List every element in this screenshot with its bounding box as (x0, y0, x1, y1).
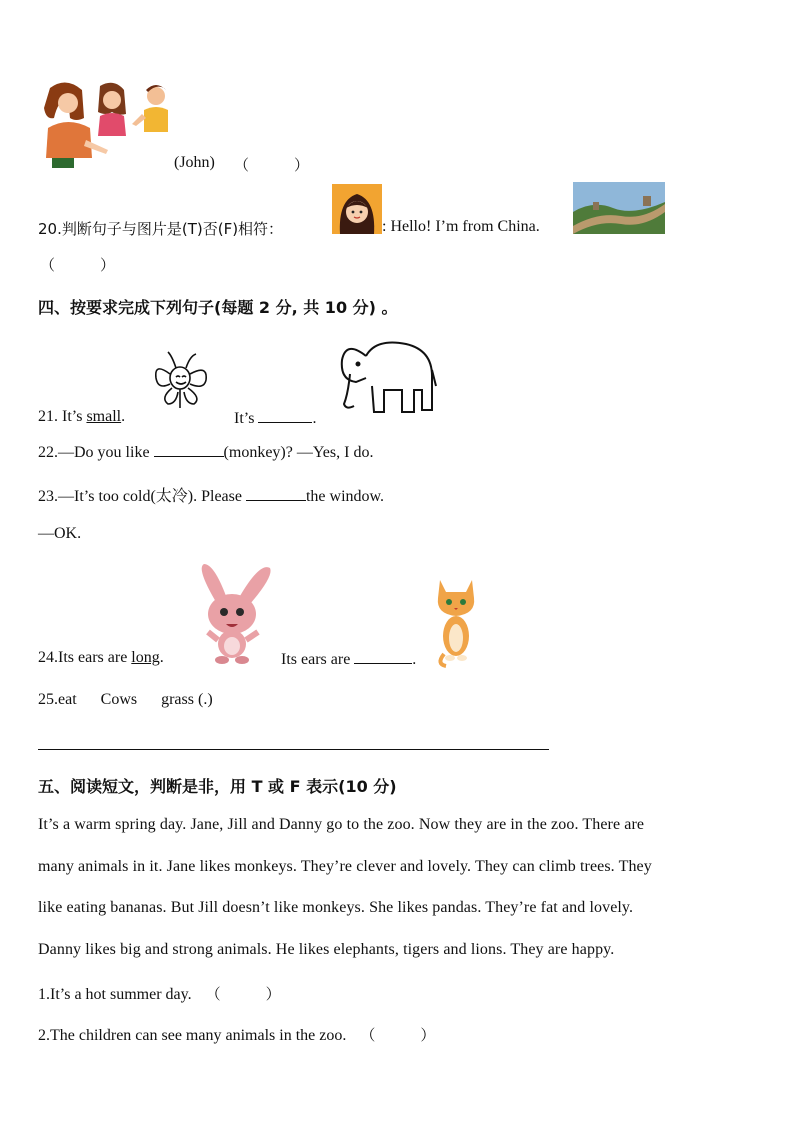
q24-dot: . (159, 649, 164, 666)
passage-line: like eating bananas. But Jill doesn’t like monkeys. She likes pandas. They’re fat and lovely. (38, 899, 634, 916)
passage-line: Danny likes big and strong animals. He likes elephants, tigers and lions. They are happy. (38, 941, 615, 958)
q22-text-b: (monkey)? —Yes, I do. (223, 444, 374, 461)
girl-portrait-icon (332, 184, 382, 234)
q23-answer-blank[interactable] (246, 486, 306, 501)
q20-sentence: : Hello! I’m from China. (382, 218, 540, 235)
cat-icon (432, 574, 480, 668)
q21-dot: . (121, 408, 126, 425)
q20-prefix: 20.判断句子与图片是(T)否(F)相符： (38, 220, 284, 238)
question-text: 2.The children can see many animals in the zoo. (38, 1027, 347, 1044)
q21-end: . (312, 410, 317, 427)
q21-number: 21. It’s (38, 408, 87, 425)
passage-line: many animals in it. Jane likes monkeys. They’re clever and lovely. They can climb trees. They (38, 858, 652, 875)
q24-text-a: 24.Its ears are (38, 649, 132, 666)
q21-word: small (86, 408, 122, 425)
answer-paren[interactable]: （ ） (205, 985, 281, 1003)
q21-second (234, 408, 316, 428)
butterfly-icon (150, 348, 212, 420)
q21-answer-blank[interactable] (258, 408, 312, 423)
passage-line: It’s a warm spring day. Jane, Jill and Danny go to the zoo. Now they are in the zoo. There are (38, 816, 645, 833)
q24-answer-blank[interactable] (354, 649, 412, 664)
question-2 (38, 1024, 435, 1045)
q25-text: 25.eat Cows grass (.) (38, 691, 213, 708)
q24-word: long (131, 649, 160, 666)
people-illustration (36, 78, 176, 170)
question-text: 1.It’s a hot summer day. (38, 986, 192, 1003)
rabbit-icon (190, 562, 276, 666)
q24-second (281, 649, 416, 669)
section5-heading: 五、阅读短文，判断是非，用 T 或 F 表示(10 分) (38, 777, 397, 796)
great-wall-photo (573, 182, 665, 234)
elephant-icon (336, 330, 438, 422)
q24-line (38, 649, 164, 667)
q19-answer-paren[interactable]: （ ） (234, 156, 310, 174)
q23-text-b: the window. (305, 488, 385, 505)
q22-answer-blank[interactable] (154, 442, 224, 457)
q23-reply: —OK. (38, 525, 82, 542)
q23-line (38, 483, 384, 506)
q19-name: (John) (174, 154, 215, 171)
q21-line (38, 408, 125, 426)
answer-paren[interactable]: （ ） (360, 1026, 436, 1044)
q22-text-a: 22.—Do you like (38, 444, 154, 461)
q25-answer-line[interactable] (38, 749, 549, 750)
q24-second-text: Its ears are (281, 651, 355, 668)
question-1 (38, 983, 281, 1004)
q21-second-text: It’s (234, 410, 259, 427)
section4-heading: 四、按要求完成下列句子(每题 2 分, 共 10 分) 。 (38, 298, 398, 317)
q20-answer-paren[interactable]: （ ） (40, 256, 116, 274)
q22-line (38, 442, 373, 462)
q23-text-a: 23.—It’s too cold(太冷). Please (38, 488, 246, 505)
q24-end: . (412, 651, 417, 668)
